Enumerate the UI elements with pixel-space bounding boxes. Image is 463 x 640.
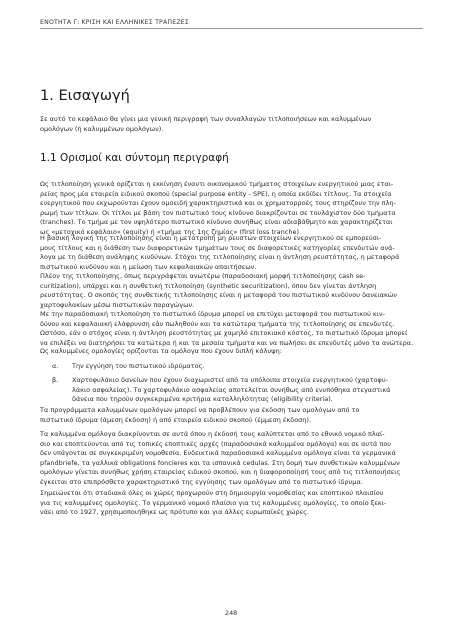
- text-line: λάκιο ασφαλείας). Το χαρτοφυλάκιο ασφαλείας αποτελείται συνήθως από ενυπόθηκα στεγαστικά: [72, 385, 391, 394]
- text-line: πιστωτικού κινδύνου και η μείωση των κεφαλαιακών απαιτήσεων.: [40, 262, 257, 271]
- running-header: ΕΝΟΤΗΤΑ Γ: ΚΡΙΣΗ ΚΑΙ ΕΛΛΗΝΙΚΕΣ ΤΡΑΠΕΖΕΣ: [40, 19, 190, 26]
- text-line: ομολόγων (ή καλυμμένων ομολόγων).: [40, 124, 164, 133]
- text-line: μους τίτλους και η διάθεση των διαφορετικών τμημάτων τους σε διαφορετικές κατηγορίες επενδυτών ανά-: [40, 243, 395, 252]
- text-line: Τα καλυμμένα ομόλογα διακρίνονται σε αυτά όπου η έκδοσή τους καλύπτεται από το εθνικό νομικό πλαί-: [40, 430, 385, 438]
- text-line: (tranches). Το τμήμα με τον υψηλότερο πιστωτικό κίνδυνο συνήθως είναι αδιαβάθμητο και χαρακτηρίζεται: [40, 218, 393, 226]
- header-rule: [40, 28, 423, 29]
- list-marker-a: α.: [52, 362, 59, 370]
- text-line: Τα προγράμματα καλυμμένων ομολόγων μπορεί να προβλέπουν για έκδοση των ομολόγων από το: [40, 406, 360, 414]
- page-number: 248: [225, 609, 238, 617]
- text-line: να επιλέξει να διατηρήσει τα κατώτερα ή και τα μεσαία τμήματα και να πωλήσει σε επενδυτές μόνο τα ανώτερα.: [40, 338, 414, 347]
- text-line: ρείας προς μία εταιρεία ειδικού σκοπού (special purpose entity - SPE), η οποία εκδίδει τίτλους. Τα στοιχεία: [40, 189, 392, 198]
- text-line: Σημειώνεται ότι σταδιακά όλες οι χώρες προχωρούν στη δημιουργία νομοθεσίας και εποπτικού πλαισίου: [40, 489, 384, 497]
- text-line: ομολόγων γίνεται συνήθως χρήση εταιρείας ειδικού σκοπού, και η διαφοροποίησή τους από τις τιτλοποιήσεις: [40, 468, 401, 476]
- text-line: Την εγγύηση του πιστωτικού ιδρύματος.: [72, 362, 205, 370]
- text-line: pfandbriefe, τα γαλλικά obligations foncieres και τα ισπανικά cedulas. Στη δομή των συνθετικών καλυμμένων: [40, 458, 400, 467]
- text-line: πιστωτικό ίδρυμα (άμεση έκδοση) ή από εταιρεία ειδικού σκοπού (έμμεση έκδοση).: [40, 415, 312, 424]
- text-line: δάνεια που τηρούν συγκεκριμένα κριτήρια καταλληλότητας (eligibility criteria).: [72, 395, 333, 403]
- text-line: Ωστόσο, εάν ο στόχος είναι η άντληση ρευστότητας με χαμηλό επιτοκιακό κόστος, το πιστωτικό ίδρυμα μπορεί: [40, 329, 408, 337]
- text-line: για τις καλυμμένες ομολογίες. Το γερμανικό νομικό πλαίσιο για τις καλυμμένες ομολογίες, το οποίο ξεκι-: [40, 498, 387, 507]
- text-line: χαρτοφυλακίων μέσω πιστωτικών παραγώγων.: [40, 300, 195, 309]
- text-line: σιο και εποπτεύονται από τις τοπικές εποπτικές αρχές (παραδοσιακά καλυμμένα ομόλογα) και σε αυτά που: [40, 439, 392, 448]
- list-marker-b: β.: [52, 376, 59, 384]
- text-line: ρευστότητας. Ο σκοπός της συνθετικής τιτλοποίησης είναι η μεταφορά του πιστωτικού κινδύνου δανειακών: [40, 291, 397, 299]
- text-line: Σε αυτό το κεφάλαιο θα γίνει μια γενική περιγραφή των συναλλαγών τιτλοποιήσεων και καλυμμένων: [40, 115, 372, 123]
- subsection-title: 1.1 Ορισμοί και σύντομη περιγραφή: [40, 152, 229, 164]
- text-line: Με την παραδοσιακή τιτλοποίηση το πιστωτικό ίδρυμα μπορεί να επιτύχει μεταφορά του πιστωτικού κιν-: [40, 310, 385, 318]
- text-line: δεν υπάγονται σε συγκεκριμένη νομοθεσία. Ενδεικτικά παραδοσιακά καλυμμένα ομόλογα είναι τα γερμανικά: [40, 449, 396, 457]
- text-line: ως «μετοχικό κεφάλαιο» (equity) ή «τμήμα της 1ης ζημίας» (first loss tranche).: [40, 227, 302, 236]
- text-line: νάει από το 1927, χρησιμοποιήθηκε ως πρότυπο και για άλλες ευρωπαϊκές χώρες.: [40, 508, 310, 516]
- section-title: 1. Εισαγωγή: [40, 88, 130, 104]
- text-line: Χαρτοφυλάκιο δανείων που έχουν διαχωριστεί από τα υπόλοιπα στοιχεία ενεργητικού (χαρτοφυ-: [72, 376, 388, 384]
- text-line: Πλέον της τιτλοποίησης, όπως περιγράφεται ανωτέρω (παραδοσιακή μορφή τιτλοποίησης cash se-: [40, 272, 366, 280]
- text-line: Ως τιτλοποίηση γενικά ορίζεται η εκκίνηση έναντι οικονομικού τμήματος στοιχείων ενεργητικού μιας εται-: [40, 180, 394, 188]
- text-line: έγκειται στο επιπρόσθετο χαρακτηριστικό της εγγύησης των ομολόγων από το πιστωτικό ίδρυμα.: [40, 477, 363, 486]
- covered-bonds-intro: Ως καλυμμένες ομολογίες ορίζονται τα ομόλογα που έχουν διπλή κάλυψη:: [40, 347, 282, 355]
- text-line: Η βασική λογική της τιτλοποίησης είναι η μετατροπή μη ρευστών στοιχείων ενεργητικού σε εμπορεύσι-: [40, 234, 382, 242]
- text-line: curitization), υπάρχει και η συνθετική τιτλοποίηση (synthetic securitization), όπου δεν γίνεται άντληση: [40, 281, 377, 290]
- text-line: ενεργητικού που εκχωρούνται έχουν ομοειδή χαρακτηριστικά και οι χρηματορροές τους στηρίζουν την πλη-: [40, 199, 396, 207]
- text-line: ρωμή των τίτλων. Οι τίτλοι με βάση τον πιστωτικό τους κίνδυνο διακρίζονται σε τουλάχιστον δύο τμήματα: [40, 208, 396, 217]
- text-line: λογα με τη διάθεση ανάληψης κινδύνων. Στόχοι της τιτλοποίησης είναι η άντληση ρευστότητας, η μεταφορά: [40, 253, 400, 261]
- text-line: δύνου και κεφαλαιακή ελάφρυνση εάν πωληθούν και τα κατώτερα τμήματα της τιτλοποίησης σε επενδυτές.: [40, 319, 395, 328]
